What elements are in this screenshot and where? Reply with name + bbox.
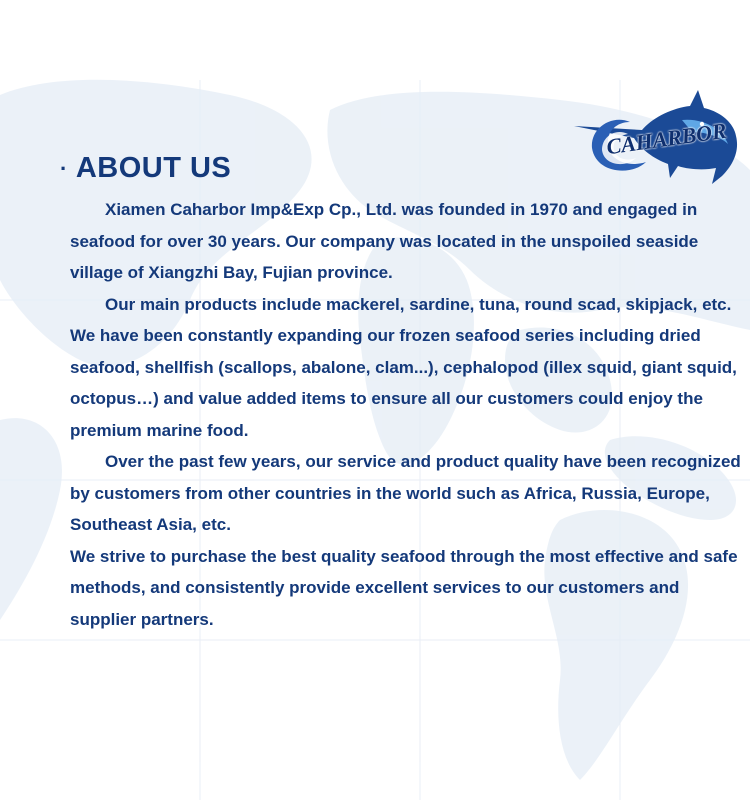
logo-text: CAHARBOR [604, 117, 729, 160]
about-us-content [70, 194, 746, 635]
paragraph-recognition: Over the past few years, our service and product quality have been recognized by customers from other countries in the world such as Africa, Russia, Europe, Southeast Asia, etc. [70, 452, 741, 534]
paragraph-mission: We strive to purchase the best quality seafood through the most effective and safe methods, and consistently provide excellent services to our customers and supplier partners. [70, 546, 738, 629]
paragraph-products: Our main products include mackerel, sardine, tuna, round scad, skipjack, etc. We have been constantly expanding our frozen seafood series including dried seafood, shellfish (scallops, abalone, clam...), cephalopod (illex squid, giant squid, octopus…) and value added items to ensure all our customers could enjoy the premium marine food. [70, 294, 737, 440]
company-logo [572, 88, 740, 188]
heading-bullet: · [60, 155, 68, 181]
about-us-heading [60, 152, 231, 185]
page-title: ABOUT US [75, 152, 232, 184]
paragraph-history: Xiamen Caharbor Imp&Exp Cp., Ltd. was founded in 1970 and engaged in seafood for over 30 years. Our company was located in the unspoiled seaside village of Xiangzhi Bay, Fujian province. [70, 200, 699, 282]
